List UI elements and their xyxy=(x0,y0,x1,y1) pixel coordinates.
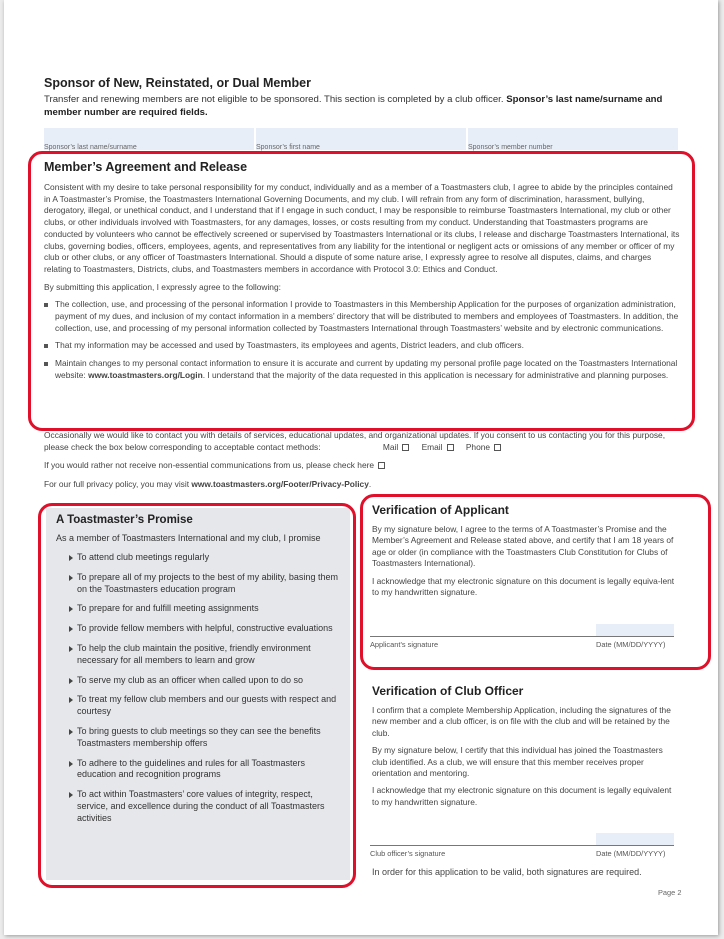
phone-checkbox[interactable] xyxy=(494,444,501,451)
applicant-signature-label: Applicant’s signature xyxy=(370,640,439,649)
promise-item: To act within Toastmasters’ core values of integrity, respect, service, and excellence during the conduct of all Toastmasters activities xyxy=(56,789,346,824)
promise-item: To attend club meetings regularly xyxy=(56,552,346,564)
sponsor-member-number-field[interactable]: Sponsor’s member number xyxy=(468,128,678,150)
officer-date-field[interactable] xyxy=(596,833,674,845)
highlight-promise xyxy=(38,503,356,888)
agreement-bullet: That my information may be accessed and used by Toastmasters, its employees and agents, District leaders, and club officers. xyxy=(44,340,680,352)
agreement-heading: Member’s Agreement and Release xyxy=(44,160,248,174)
optout-checkbox[interactable] xyxy=(378,462,385,469)
sponsor-first-name-field[interactable]: Sponsor’s first name xyxy=(256,128,466,150)
optout-text: If you would rather not receive non-essential communications from us, please check here xyxy=(44,460,375,471)
highlight-applicant-verification xyxy=(360,494,711,670)
promise-heading: A Toastmaster’s Promise xyxy=(56,514,193,526)
applicant-date-label: Date (MM/DD/YYYY) xyxy=(596,640,666,649)
highlight-agreement xyxy=(28,151,695,431)
promise-item: To provide fellow members with helpful, constructive evaluations xyxy=(56,623,346,635)
contact-consent-text: Occasionally we would like to contact you with details of services, educational updates, and organizational updates. If you consent to us contacting you for this purpose, please check the box below corresponding to acceptable contact methods: xyxy=(44,430,666,452)
mail-checkbox[interactable] xyxy=(402,444,409,451)
officer-date-label: Date (MM/DD/YYYY) xyxy=(596,849,666,858)
document-page xyxy=(4,0,718,935)
sponsor-instructions: Transfer and renewing members are not eligible to be sponsored. This section is completed by a club officer. Sponsor’s last name/surname and member number are required fields. xyxy=(44,94,663,118)
sponsor-required-note: Sponsor’s last name/surname and member number are required fields. xyxy=(44,94,663,118)
agreement-bullet: The collection, use, and processing of the personal information I provide to Toastmasters in this Membership Application for the purposes of organization administration, payment of my dues, and inclusion of my contact information in a members’ directory that will be distributed to members and employees of Toastmasters. In addition, the collection, use, and processing of my personal information collected by Toastmasters International through Toastmasters’ website and by electronic communications. xyxy=(44,299,680,334)
sponsor-heading: Sponsor of New, Reinstated, or Dual Member xyxy=(44,76,311,90)
privacy-policy-link[interactable]: www.toastmasters.org/Footer/Privacy-Policy xyxy=(191,479,369,490)
agreement-submitting: By submitting this application, I expressly agree to the following: xyxy=(44,281,281,292)
agreement-paragraph: Consistent with my desire to take personal responsibility for my conduct, individually and as a member of a Toastmasters club, I agree to abide by the principles contained in A Toastmaster’s Promise, the Toastmasters International Governing Documents, and my club. I will refrain from any form of discrimination, harassment, bullying, derogatory, illegal, or unethical conduct, and I understand that if I engage in such conduct, I may be responsible to reimburse Toastmasters International, my club or other clubs, or other individuals involved with Toastmasters, for any damages, losses, or costs resulting from my conduct. Understanding that Toastmasters programs are conducted by volunteers who cannot be effectively screened or supervised by Toastmasters International or its clubs, I release and discharge Toastmasters International, its clubs, governing bodies, officers, employees, agents, and representatives from any liability for the intentional or negligent acts or omissions of any member or officer of my club or other clubs, or any officer of Toastmasters International. Should a dispute of some nature arise, I expressly agree to resolve all disputes, claims, and charges relating to Toastmasters, Districts, clubs, and Toastmasters members in accordance with Protocol 3.0: Ethics and Conduct. xyxy=(44,182,680,274)
page-number: Page 2 xyxy=(658,888,682,897)
promise-item: To prepare all of my projects to the best of my ability, basing them on the Toastmasters education program xyxy=(56,572,346,596)
agreement-bullet: Maintain changes to my personal contact information to ensure it is accurate and current by updating my personal profile page located on the Toastmasters International website: www.toastmasters.org/Login. I understand that the majority of the data requested in this application is necessary for administrative and planning purposes. xyxy=(44,358,680,381)
promise-item: To prepare for and fulfill meeting assignments xyxy=(56,603,346,615)
officer-signature-line[interactable] xyxy=(370,845,674,846)
applicant-verification-heading: Verification of Applicant xyxy=(372,503,509,517)
promise-item: To bring guests to club meetings so they can see the benefits Toastmasters membership offers xyxy=(56,726,346,750)
sponsor-last-name-field[interactable]: Sponsor’s last name/surname xyxy=(44,128,254,150)
verification-applicant-section: Verification of Applicant By my signature below, I agree to the terms of A Toastmaster’s Promise and the Member’s Agreement and Release stated above, and certify that I am 18 years of age or older (in compliance with the Toastmasters Club Constitution for Clubs of Toastmasters International). I acknowledge that my electronic signature on this document is legally equiva-lent to my handwritten signature. xyxy=(372,503,678,604)
promise-item: To adhere to the guidelines and rules for all Toastmasters education and recognition programs xyxy=(56,758,346,782)
email-checkbox[interactable] xyxy=(447,444,454,451)
sponsor-fields xyxy=(44,128,678,150)
verification-officer-section: Verification of Club Officer I confirm that a complete Membership Application, including the signatures of the new member and a club officer, is on file with the club and will be retained by the club. By my signature below, I certify that this individual has joined the Toastmasters club identified. As a club, we will ensure that this member receives proper orientation and mentoring. I acknowledge that my electronic signature on this document is legally equivalent to my handwritten signature. xyxy=(372,684,678,814)
login-link[interactable]: www.toastmasters.org/Login xyxy=(88,369,203,380)
promise-intro: As a member of Toastmasters International and my club, I promise xyxy=(56,533,321,543)
officer-signature-label: Club officer’s signature xyxy=(370,849,446,858)
promise-item: To serve my club as an officer when called upon to do so xyxy=(56,675,346,687)
promise-item: To help the club maintain the positive, friendly environment necessary for all members to learn and grow xyxy=(56,643,346,667)
contact-preferences: Occasionally we would like to contact you with details of services, educational updates, and organizational updates. If you consent to us contacting you for this purpose, please check the box below corresponding to acceptable contact methods: Mail Email Phone If you would rather not receive non-essential communications from us, please check here For our full privacy policy, you may visit www.toastmasters.org/Footer/Privacy-Policy. xyxy=(44,430,666,490)
validity-note: In order for this application to be valid, both signatures are required. xyxy=(372,867,642,877)
promise-item: To treat my fellow club members and our guests with respect and courtesy xyxy=(56,694,346,718)
officer-verification-heading: Verification of Club Officer xyxy=(372,684,524,698)
